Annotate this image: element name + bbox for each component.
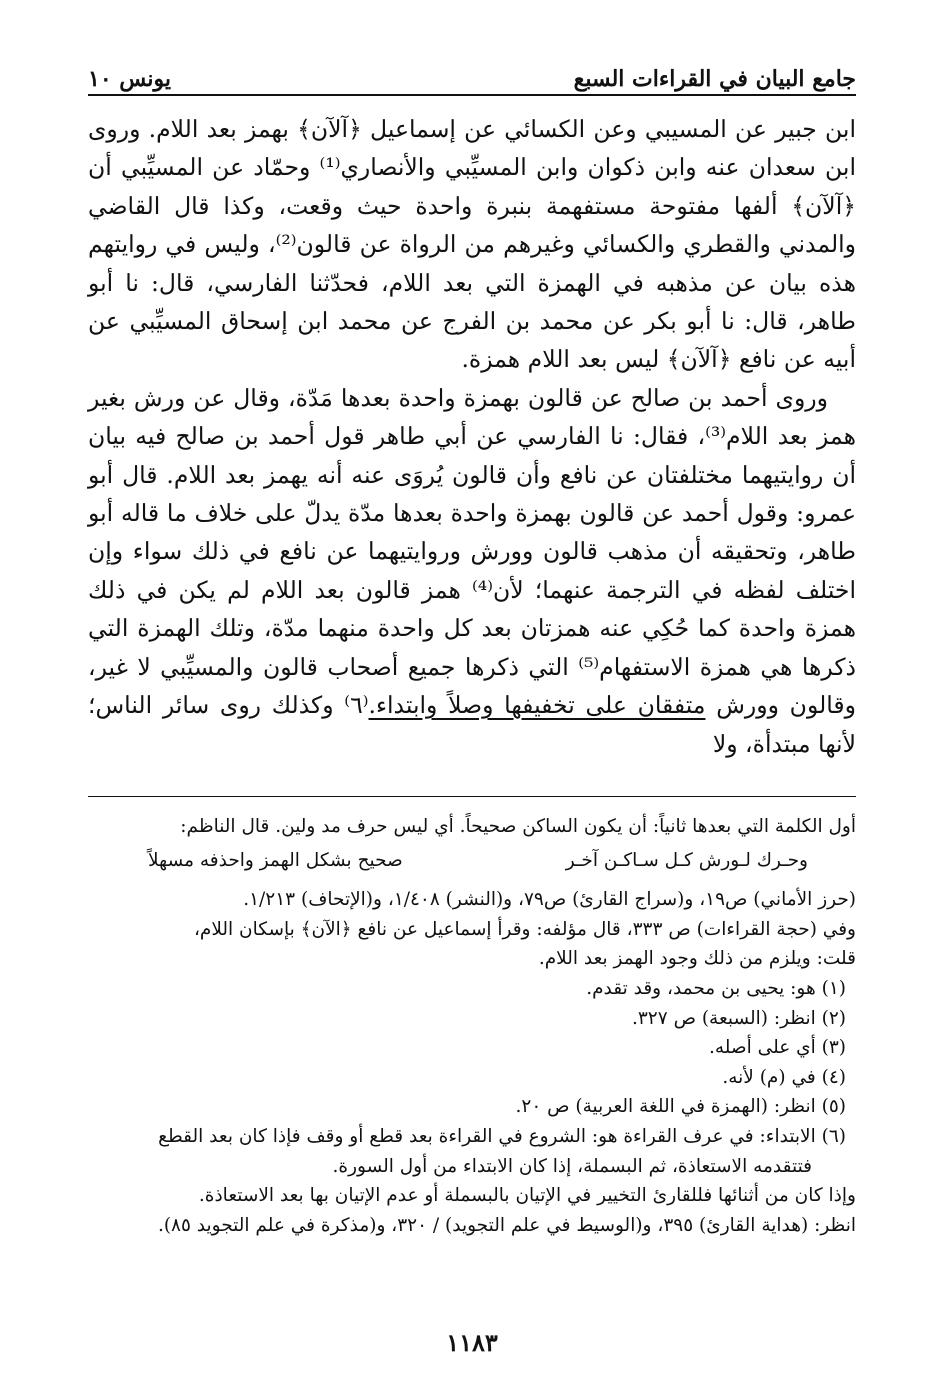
page-number: ١١٨٣	[446, 1328, 498, 1357]
paragraph-1: ابن جبير عن المسيبي وعن الكسائي عن إسماعيل ﴿آلآن﴾ بهمز بعد اللام. وروى ابن سعدان عنه وابن ذكوان وابن المسيِّبي والأنصاري⁽¹⁾ وحمّاد عن المسيِّبي أن ﴿آلآن﴾ ألفها مفتوحة مستفهمة بنبرة واحدة حيث وقعت، وكذا قال القاضي والمدني والقطري والكسائي وغيرهم من الرواة عن قالون⁽²⁾، وليس في روايتهم هذه بيان عن مذهبه في الهمزة التي بعد اللام، فحدّثنا الفارسي، قال: نا أبو طاهر، قال: نا أبو بكر عن محمد بن الفرج عن محمد ابن إسحاق المسيِّبي عن أبيه عن نافع ﴿آلآن﴾ ليس بعد اللام همزة.	[88, 115, 857, 374]
note-intro: أول الكلمة التي بعدها ثانياً: أن يكون الساكن صحيحاً. أي ليس حرف مد ولين. قال الناظم:	[180, 816, 856, 837]
paragraph-2-main: وروى أحمد بن صالح عن قالون بهمزة واحدة بعدها مَدّة، وقال عن ورش بغير همز بعد اللام⁽³⁾، فقال: نا الفارسي عن أبي طاهر قول أحمد بن صالح فيه بيان أن روايتيهما مختلفتان عن نافع وأن قالون يُروَى عنه أنه يهمز بعد اللام. قال أبو عمرو: وقول أحمد عن قالون بهمزة واحدة بعدها مدّة يدلّ على خلاف ما قاله أبو طاهر، وتحقيقه أن مذهب قالون وورش وروايتيهما عن نافع في ذلك سواء وإن اختلف لفظه في الترجمة عنهما؛ لأن⁽⁴⁾ همز قالون بعد اللام لم يكن في ذلك همزة واحدة كما حُكِي عنه همزتان بعد كل واحدة منهما مدّة، وتلك الهمزة التي ذكرها هي همزة الاستفهام⁽⁵⁾ التي ذكرها جميع أصحاب قالون والمسيِّبي لا غير، وقالون وورش	[88, 383, 856, 720]
verse-first-hemistich: وحـرك لـورش كـل سـاكـن آخـر	[565, 849, 808, 871]
footnote-6-sources: انظر: (هداية القارئ) ٣٩٥، و(الوسيط في علم التجويد) / ٣٢٠، و(مذكرة في علم التجويد ٨٥).	[157, 1214, 856, 1236]
paragraph-2	[88, 379, 856, 763]
footnote-3: (٣) أي على أصله.	[709, 1037, 846, 1059]
paragraph-2-tail: ⁽٦⁾ وكذلك روى سائر الناس؛ لأنها مبتدأة، ولا	[88, 691, 856, 758]
note-ref-1: (حرز الأماني) ص١٩، و(سراج القارئ) ص٧٩، و(النشر) ١/٤٠٨، و(الإتحاف) ١/٢١٣.	[243, 889, 856, 911]
running-header	[88, 52, 856, 92]
footnote-5: (٥) انظر: (الهمزة في اللغة العربية) ص ٢٠.	[515, 1096, 846, 1118]
paragraph-2-underlined: متفقان على تخفيفها وصلاً وابتداء.	[368, 691, 706, 720]
footnote-2: (٢) انظر: (السبعة) ص ٣٢٧.	[631, 1007, 846, 1029]
chapter-label: يونس ١٠	[88, 66, 171, 92]
main-text	[88, 110, 856, 763]
footnote-6-continued: فتتقدمه الاستعاذة، ثم البسملة، إذا كان الابتداء من أول السورة.	[332, 1155, 812, 1177]
header-rule	[88, 94, 856, 96]
footnote-1: (١) هو: يحيى بن محمد، وقد تقدم.	[586, 977, 846, 999]
book-title: جامع البيان في القراءات السبع	[573, 66, 856, 92]
note-ref-2: وفي (حجة القراءات) ص ٣٣٣، قال مؤلفه: وقرأ إسماعيل عن نافع ﴿الآن﴾ بإسكان اللام،	[193, 918, 856, 940]
footnote-separator	[88, 796, 856, 797]
footnote-6: (٦) الابتداء: في عرف القراءة هو: الشروع في القراءة بعد قطع أو وقف فإذا كان بعد القطع	[158, 1125, 846, 1147]
footnote-6-addendum: وإذا كان من أثنائها فللقارئ التخيير في الإتيان بالبسملة أو عدم الإتيان بها بعد الاستعاذة.	[198, 1185, 856, 1207]
footnotes	[88, 812, 856, 1240]
verse-second-hemistich: صحيح بشكل الهمز واحذفه مسهلاً	[148, 849, 403, 871]
note-ref-3: قلت: ويلزم من ذلك وجود الهمز بعد اللام.	[538, 948, 856, 970]
footnote-4: (٤) في (م) لأنه.	[722, 1066, 846, 1088]
verse	[88, 846, 856, 876]
